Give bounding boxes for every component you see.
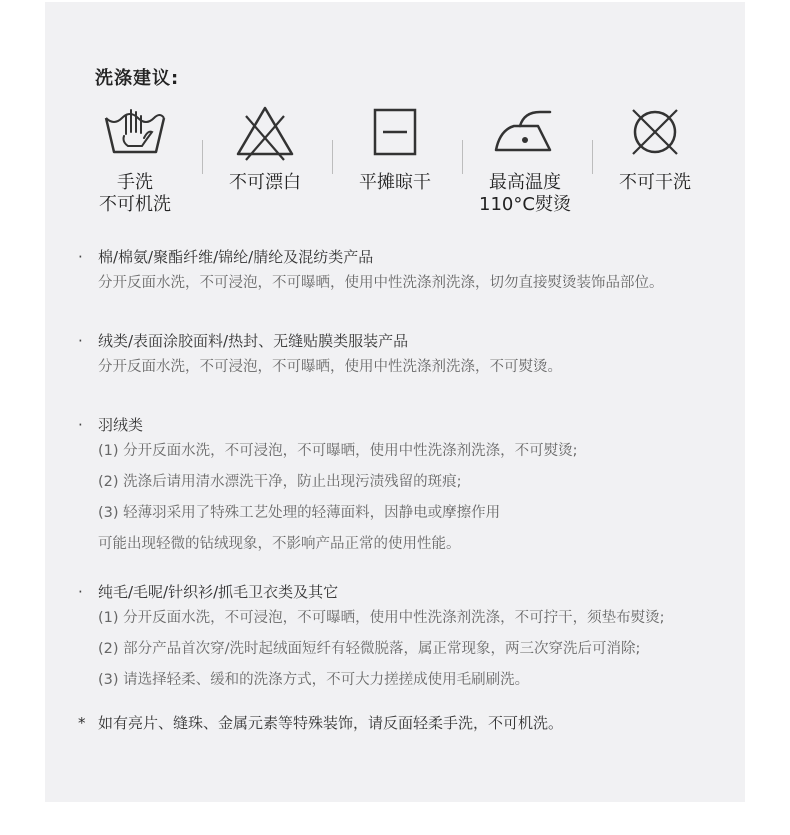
section-title: · 纯毛/毛呢/针织衫/抓毛卫衣类及其它 bbox=[78, 583, 339, 601]
section-down bbox=[78, 414, 758, 560]
care-label-no-dry-clean: 不可干洗 bbox=[619, 172, 691, 193]
care-label-iron: 最高温度 110°C熨烫 bbox=[479, 172, 571, 215]
section-line: (3) 请选择轻柔、缓和的洗涤方式，不可大力搓搓成使用毛刷刷洗。 bbox=[98, 672, 530, 688]
section-line: (1) 分开反面水洗，不可浸泡，不可曝晒，使用中性洗涤剂洗涤，不可熨烫; bbox=[98, 443, 578, 459]
care-item-dry-flat bbox=[340, 100, 450, 194]
care-item-no-dry-clean bbox=[600, 100, 710, 194]
special-decoration-note: * 如有亮片、缝珠、金属元素等特殊装饰，请反面轻柔手洗，不可机洗。 bbox=[78, 714, 564, 732]
separator bbox=[592, 140, 593, 174]
separator bbox=[462, 140, 463, 174]
iron-110-icon bbox=[490, 100, 560, 164]
section-line: (1) 分开反面水洗，不可浸泡，不可曝晒，使用中性洗涤剂洗涤，不可拧干，须垫布熨烫; bbox=[98, 610, 665, 626]
care-item-iron bbox=[470, 100, 580, 216]
care-label-dry-flat: 平摊晾干 bbox=[359, 172, 431, 193]
section-title: · 羽绒类 bbox=[78, 416, 144, 434]
section-line: (3) 轻薄羽采用了特殊工艺处理的轻薄面料，因静电或摩擦作用 bbox=[98, 505, 501, 521]
care-label-no-bleach: 不可漂白 bbox=[229, 172, 301, 193]
section-line: (2) 洗涤后请用清水漂洗干净，防止出现污渍残留的斑痕; bbox=[98, 474, 462, 490]
section-title: · 棉/棉氨/聚酯纤维/锦纶/腈纶及混纺类产品 bbox=[78, 248, 374, 266]
section-wool bbox=[78, 581, 758, 696]
section-line: 分开反面水洗，不可浸泡，不可曝晒，使用中性洗涤剂洗涤，不可熨烫。 bbox=[98, 359, 562, 375]
no-dry-clean-icon bbox=[620, 100, 690, 164]
care-item-no-bleach bbox=[210, 100, 320, 194]
separator bbox=[332, 140, 333, 174]
care-label-hand-wash: 手洗 不可机洗 bbox=[99, 172, 171, 215]
dry-flat-icon bbox=[360, 100, 430, 164]
section-line: 可能出现轻微的钻绒现象，不影响产品正常的使用性能。 bbox=[98, 536, 461, 552]
section-title: · 绒类/表面涂胶面料/热封、无缝贴膜类服装产品 bbox=[78, 332, 409, 350]
section-line: 分开反面水洗，不可浸泡，不可曝晒，使用中性洗涤剂洗涤，切勿直接熨烫装饰品部位。 bbox=[98, 275, 664, 291]
care-icons-row bbox=[80, 100, 720, 230]
separator bbox=[202, 140, 203, 174]
section-cotton bbox=[78, 246, 758, 299]
hand-wash-icon bbox=[100, 100, 170, 164]
care-item-hand-wash bbox=[80, 100, 190, 216]
section-line: (2) 部分产品首次穿/洗时起绒面短纤有轻微脱落，属正常现象，两三次穿洗后可消除; bbox=[98, 641, 641, 657]
no-bleach-icon bbox=[230, 100, 300, 164]
page-title: 洗涤建议: bbox=[95, 68, 180, 89]
section-velvet bbox=[78, 330, 758, 383]
